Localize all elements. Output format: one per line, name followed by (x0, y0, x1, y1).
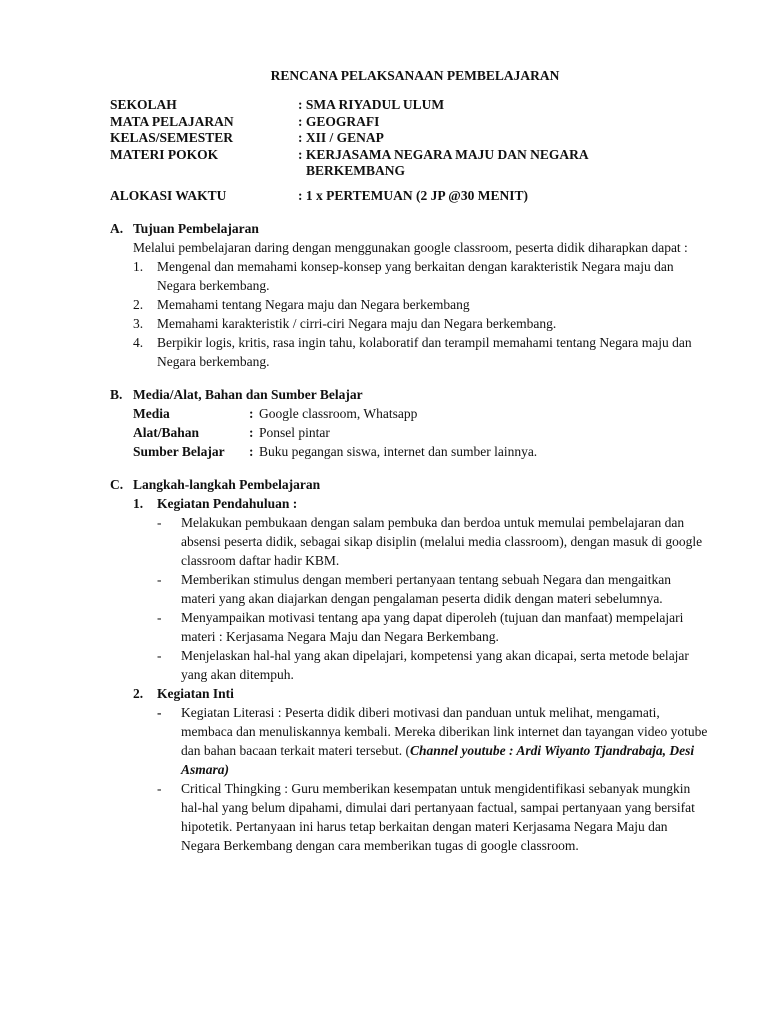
section-langkah (110, 475, 708, 855)
media-row (133, 442, 708, 461)
media-colon: : (249, 425, 254, 440)
info-value: : 1 x PERTEMUAN (2 JP @30 MENIT) (298, 187, 528, 203)
section-body (110, 494, 708, 855)
section-letter: C. (110, 477, 124, 492)
media-value: Ponsel pintar (259, 425, 330, 440)
media-colon: : (249, 406, 254, 421)
section-heading (110, 385, 708, 404)
list-item (157, 703, 708, 779)
dash-bullet: - (157, 648, 162, 663)
section-heading (110, 475, 708, 494)
list-item (157, 608, 708, 646)
media-label: Alat/Bahan (133, 425, 200, 440)
media-colon: : (249, 444, 254, 459)
list-item (157, 513, 708, 570)
section-title: Langkah-langkah Pembelajaran (133, 477, 321, 492)
media-label: Media (133, 406, 170, 421)
item-number: 1. (133, 259, 144, 274)
literasi-text: Kegiatan Literasi : Peserta didik diberi motivasi dan panduan untuk melihat, mengamati, membaca dan menuliskannya kembali. Mereka diberikan link internet dan tayangan video yotube dan bahan bacaan terkait materi tersebut. ( (181, 705, 708, 758)
materi-value-line1: : KERJASAMA NEGARA MAJU DAN NEGARA (298, 146, 589, 162)
item-number: 4. (133, 335, 144, 350)
info-value: : SMA RIYADUL ULUM (298, 97, 445, 112)
dash-bullet: - (157, 515, 162, 530)
info-label: MATA PELAJARAN (110, 113, 234, 129)
info-table (110, 97, 708, 204)
list-item (133, 333, 708, 371)
info-row-alokasi (110, 180, 708, 205)
dash-bullet: - (157, 781, 162, 796)
info-label: KELAS/SEMESTER (110, 130, 234, 145)
section-title: Tujuan Pembelajaran (133, 221, 259, 236)
list-item (157, 570, 708, 608)
item-text: Melakukan pembukaan dengan salam pembuka dan berdoa untuk memulai pembelajaran dan absensi peserta didik, sebagai sikap disiplin (melalui media classroom), dengan masuk di google classroom daftar hadir KBM. (181, 515, 703, 568)
media-label: Sumber Belajar (133, 444, 225, 459)
channel-credit: Channel youtube : Ardi Wiyanto Tjandrabaja, Desi Asmara) (181, 743, 695, 777)
section-letter: A. (110, 221, 124, 236)
item-text: Menjelaskan hal-hal yang akan dipelajari, kompetensi yang akan dicapai, serta metode belajar yang akan ditempuh. (181, 648, 689, 682)
info-row-mapel (110, 114, 708, 131)
step-number: 1. (133, 496, 144, 511)
info-value (298, 147, 708, 180)
section-intro: Melalui pembelajaran daring dengan menggunakan google classroom, peserta didik diharapkan dapat : (133, 240, 688, 255)
info-label: ALOKASI WAKTU (110, 187, 227, 203)
info-label: MATERI POKOK (110, 146, 219, 162)
dash-bullet: - (157, 705, 162, 720)
section-body (110, 404, 708, 461)
item-number: 2. (133, 297, 144, 312)
list-item (133, 295, 708, 314)
item-text: Berpikir logis, kritis, rasa ingin tahu, kolaboratif dan terampil memahami tentang Negara maju dan Negara berkembang. (157, 335, 692, 369)
media-value: Google classroom, Whatsapp (259, 406, 418, 421)
dash-bullet: - (157, 610, 162, 625)
section-title: Media/Alat, Bahan dan Sumber Belajar (133, 387, 363, 402)
info-row-sekolah (110, 97, 708, 114)
item-text: Mengenal dan memahami konsep-konsep yang berkaitan dengan karakteristik Negara maju dan Negara berkembang. (157, 259, 674, 293)
item-text: Memahami karakteristik / cirri-ciri Negara maju dan Negara berkembang. (157, 316, 557, 331)
info-row-kelas (110, 130, 708, 147)
list-item (133, 314, 708, 333)
media-value: Buku pegangan siswa, internet dan sumber lainnya. (259, 444, 538, 459)
info-row-materi (110, 147, 708, 180)
item-text: Critical Thingking : Guru memberikan kesempatan untuk mengidentifikasi sebanyak mungkin hal-hal yang belum dipahami, dimulai dari pertanyaan factual, sampai pertanyaan yang bersifat hipotetik. Pertanyaan ini harus tetap berkaitan dengan materi Kerjasama Negara Maju dan Negara Berkembang dengan cara memberikan tugas di google classroom. (181, 781, 695, 853)
section-tujuan (110, 219, 708, 371)
step-list (133, 703, 708, 855)
materi-value-line2: BERKEMBANG (306, 163, 406, 178)
step-number: 2. (133, 686, 144, 701)
list-item (133, 257, 708, 295)
media-row (133, 404, 708, 423)
section-heading (110, 219, 708, 238)
document-title: RENCANA PELAKSANAAN PEMBELAJARAN (270, 68, 560, 83)
list-item (157, 646, 708, 684)
section-body (110, 238, 708, 371)
item-text (181, 703, 708, 779)
item-number: 3. (133, 316, 144, 331)
dash-bullet: - (157, 572, 162, 587)
step-title: Kegiatan Inti (157, 686, 234, 701)
step-title: Kegiatan Pendahuluan : (157, 496, 298, 511)
item-text: Memahami tentang Negara maju dan Negara berkembang (157, 297, 470, 312)
section-letter: B. (110, 387, 123, 402)
objective-list (133, 257, 708, 371)
step-heading (133, 494, 708, 513)
info-value: : XII / GENAP (298, 130, 384, 145)
item-text: Memberikan stimulus dengan memberi pertanyaan tentang sebuah Negara dan mengaitkan materi yang akan diajarkan dengan pengalaman peserta didik dengan materi sebelumnya. (181, 572, 671, 606)
section-media (110, 385, 708, 461)
media-row (133, 423, 708, 442)
info-value: : GEOGRAFI (298, 113, 380, 129)
info-label: SEKOLAH (110, 97, 177, 112)
item-text: Menyampaikan motivasi tentang apa yang dapat diperoleh (tujuan dan manfaat) mempelajari materi : Kerjasama Negara Maju dan Negara Berkembang. (181, 610, 684, 644)
list-item (157, 779, 708, 855)
step-list (133, 513, 708, 684)
step-heading (133, 684, 708, 703)
